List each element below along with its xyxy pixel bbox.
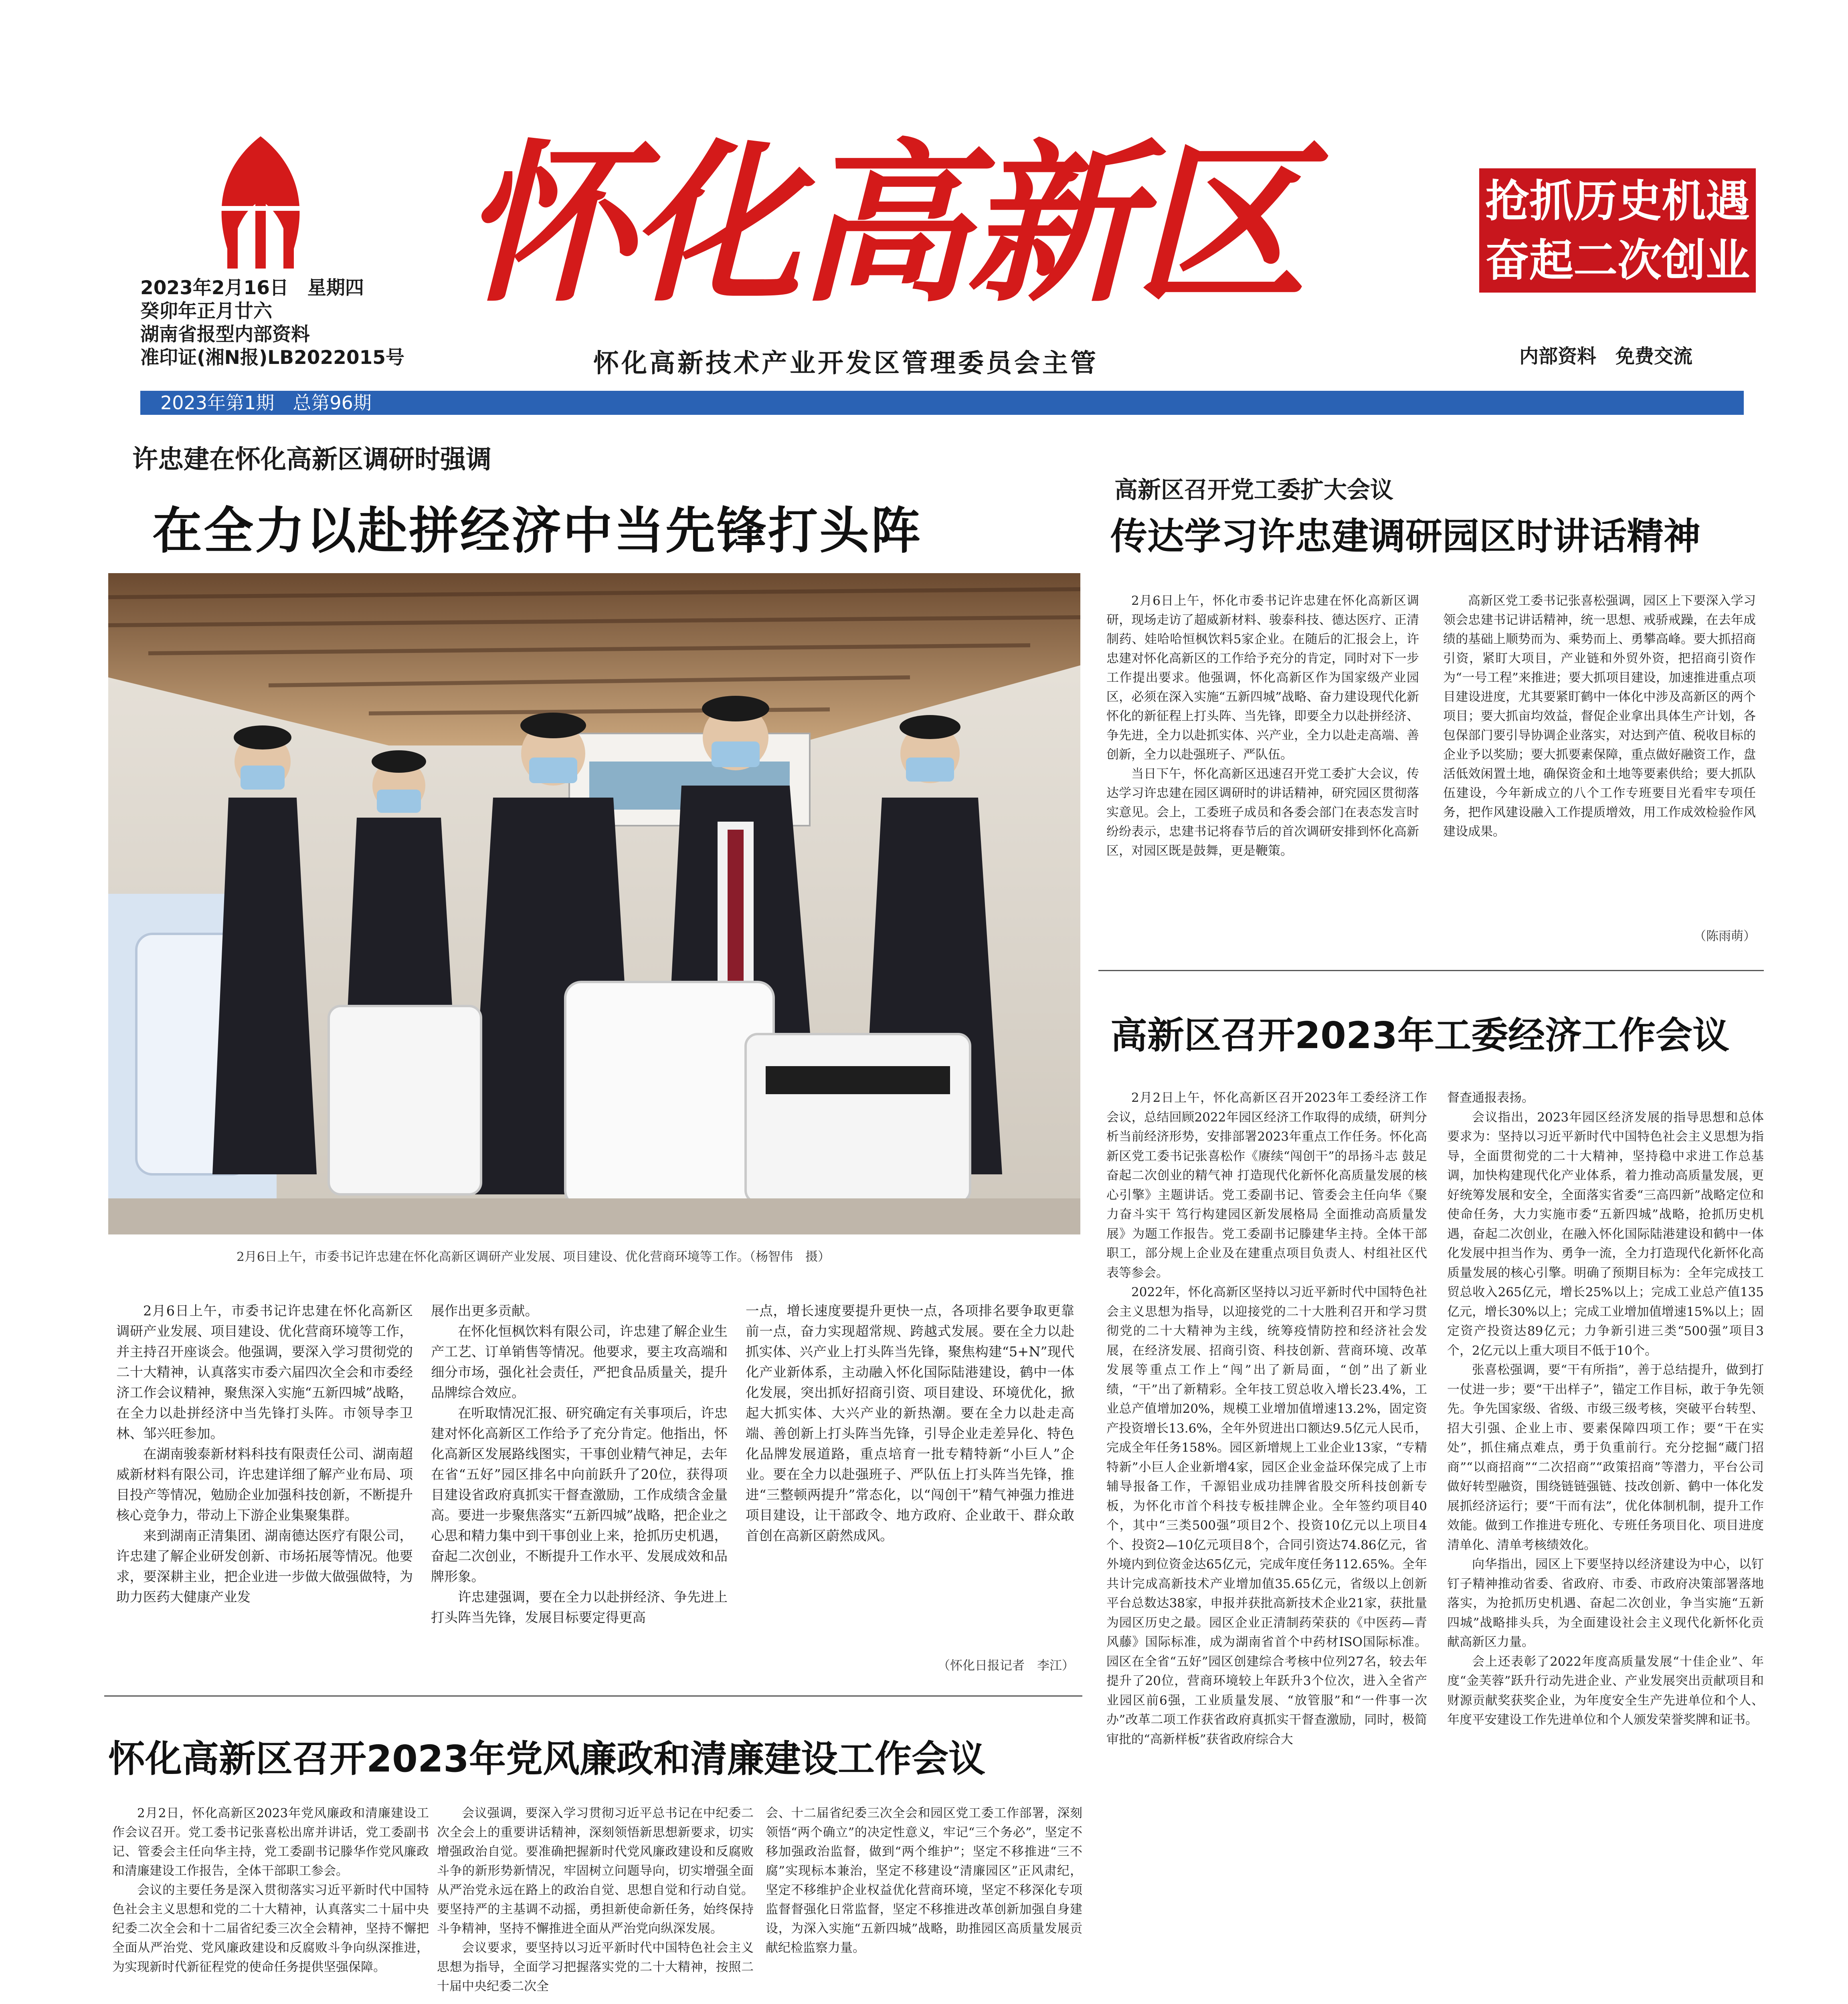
paragraph: 在怀化恒枫饮料有限公司，许忠建了解企业生产工艺、订单销售等情况。他要求，要主攻高端和细分市场，强化社会责任，严把食品质量关，提升品牌综合效应。 xyxy=(431,1323,728,1400)
paragraph: 高新区党工委书记张喜松强调，园区上下要深入学习领会忠建书记讲话精神，统一思想、戒骄戒躁，在去年成绩的基础上顺势而为、乘势而上、勇攀高峰。要大抓招商引资，紧盯大项目，产业链和外贸外资，把招商引资作为“一号工程”来推进；要大抓项目建设，加速推进重点项目建设进度，尤其要紧盯鹤中一体化中涉及高新区的两个项目；要大抓亩均效益，督促企业拿出具体生产计划，各包保部门要引导协调企业落实，对达到产值、税收目标的企业予以奖励；要大抓要素保障，重点做好融资工作，盘活低效闲置土地，确保资金和土地等要素供给；要大抓队伍建设，今年新成立的八个工作专班要目光看牢专项任务，把作风建设融入工作提质增效，用工作成效检验作风建设成果。 xyxy=(1443,594,1756,839)
article2-column-1 xyxy=(1106,591,1419,861)
lunar-date-line: 癸卯年正月廿六 xyxy=(140,300,272,322)
newspaper-logo xyxy=(200,132,321,277)
article4-column-3 xyxy=(766,1804,1082,1958)
paragraph: 会议要求，要坚持以习近平新时代中国特色社会主义思想为指导，全面学习把握落实党的二十大精神，按照二十届中央纪委二次全 xyxy=(437,1941,754,1994)
article3-column-1 xyxy=(1106,1088,1427,1749)
article4-column-2 xyxy=(437,1804,754,1996)
paragraph: 一点，增长速度要提升更快一点，各项排名要争取更靠前一点，奋力实现超常规、跨越式发展。要在全力以赴抓实体、兴产业上打头阵当先锋，聚焦构建“5+N”现代化产业新体系，主动融入怀化国际陆港建设，鹤中一体化发展，突出抓好招商引资、项目建设、环境优化，掀起大抓实体、大兴产业的新热潮。要在全力以赴走高端、善创新上打头阵当先锋，引导企业走差异化、特色化品牌发展道路，重点培育一批专精特新“小巨人”企业。要在全力以赴强班子、严队伍上打头阵当先锋，推进“三整顿两提升”常态化，以“闯创干”精气神强力推进项目建设，让干部政令、地方政府、企业敢干、群众敢首创在高新区蔚然成风。 xyxy=(746,1303,1074,1543)
distribution-note: 内部资料 免费交流 xyxy=(1519,345,1693,368)
sponsor-line: 怀化高新技术产业开发区管理委员会主管 xyxy=(593,349,1098,378)
article2-byline: （陈雨萌） xyxy=(1694,929,1756,943)
paragraph: 督查通报表扬。 xyxy=(1447,1091,1534,1105)
article1-headline: 在全力以赴拼经济中当先锋打头阵 xyxy=(152,502,922,560)
paragraph: 在湖南骏泰新材料科技有限责任公司、湖南超威新材料有限公司，许忠建详细了解产业布局、项目投产等情况，勉励企业加强科技创新，不断提升核心竞争力，带动上下游企业集聚集群。 xyxy=(116,1446,413,1523)
slogan-line-1: 抢抓历史机遇 xyxy=(1485,175,1750,227)
divider xyxy=(104,1695,1082,1697)
article2-headline: 传达学习许忠建调研园区时讲话精神 xyxy=(1110,515,1701,558)
slogan-box xyxy=(1479,168,1756,293)
paragraph: 许忠建强调，要在全力以赴拼经济、争先进上打头阵当先锋，发展目标要定得更高 xyxy=(431,1589,728,1625)
article3-headline: 高新区召开2023年工委经济工作会议 xyxy=(1110,1014,1730,1057)
paragraph: 2月6日上午，市委书记许忠建在怀化高新区调研产业发展、项目建设、优化营商环境等工作，并主持召开座谈会。他强调，要深入学习贯彻党的二十大精神，认真落实市委六届四次全会和市委经济工作会议精神，聚焦深入实施“五新四城”战略，在全力以赴拼经济中当先锋打头阵。市领导李卫林、邹兴旺参加。 xyxy=(116,1303,413,1441)
paragraph: 2月2日上午，怀化高新区召开2023年工委经济工作会议，总结回顾2022年园区经济工作取得的成绩，研判分析当前经济形势，安排部署2023年重点工作任务。怀化高新区党工委书记张喜松作《赓续“闯创干”的昂扬斗志 鼓足奋起二次创业的精气神 打造现代化新怀化高质量发展的核心引擎》主题讲话。党工委副书记、管委会主任向华《聚力奋斗实干 笃行构建园区新发展格局 全面推动高质量发展》为题工作报告。党工委副书记滕建华主持。全体干部职工，部分规上企业及在建重点项目负责人、村组社区代表等参会。 xyxy=(1106,1091,1427,1280)
paragraph: 2月2日，怀化高新区2023年党风廉政和清廉建设工作会议召开。党工委书记张喜松出席并讲话，党工委副书记、管委会主任向华主持，党工委副书记滕华作党风廉政和清廉建设工作报告，全体干部职工参会。 xyxy=(112,1806,429,1878)
paragraph: 展作出更多贡献。 xyxy=(431,1303,538,1319)
paragraph: 会议强调，要深入学习贯彻习近平总书记在中纪委二次全会上的重要讲话精神，深刻领悟新思想新要求，切实增强政治自觉。要准确把握新时代党风廉政建设和反腐败斗争的新形势新情况，牢固树立问题导向，切实增强全面从严治党永远在路上的政治自觉、思想自觉和行动自觉。要坚持严的主基调不动摇，勇担新使命新任务，始终保持斗争精神，坚持不懈推进全面从严治党向纵深发展。 xyxy=(437,1806,754,1936)
paragraph: 2022年，怀化高新区坚持以习近平新时代中国特色社会主义思想为指导，以迎接党的二十大胜利召开和学习贯彻党的二十大精神为主线，统筹疫情防控和经济社会发展，在经济发展、招商引资、科技创新、营商环境、改革发展等重点工作上“闯”出了新局面，“创”出了新业绩，“干”出了新精彩。全年技工贸总收入增长23.4%，工业总产值增加20%，规模工业增加值增速13.2%，固定资产投资增长13.6%，全年外贸进出口额达9.5亿元人民币，完成全年任务158%。园区新增规上工业企业13家，“专精特新”小巨人企业新增4家，园区企业金益环保完成了上市辅导报备工作，千源铝业成功挂牌省股交所科技创新专板，为怀化市首个科技专板挂牌企业。全年签约项目40个，其中“三类500强”项目2个、投资10亿元以上项目4个、投资2—10亿元项目8个，合同引资达74.86亿元，省外境内到位资金达65亿元，完成年度任务112.65%。全年共计完成高新技术产业增加值35.65亿元，省级以上创新平台总数达38家，申报并获批高新技术企业21家，获批量为园区历史之最。园区企业正清制药荣获的《中医药—青风藤》国际标准，成为湖南省首个中药材ISO国际标准。园区在全省“五好”园区创建综合考核中位列27名，较去年提升了20位，营商环境较上年跃升3个位次，进入全省产业园区前6强，工业质量发展、“放管服”和“一件事一次办”改革二项工作获省政府真抓实干督查激励，同时，极简审批的“高新样板”获省政府综合大 xyxy=(1106,1285,1427,1747)
article1-kicker: 许忠建在怀化高新区调研时强调 xyxy=(132,445,491,475)
article1-column-1 xyxy=(116,1301,413,1607)
article1-photo-caption: 2月6日上午，市委书记许忠建在怀化高新区调研产业发展、项目建设、优化营商环境等工作。（杨智伟 摄） xyxy=(237,1250,830,1264)
article4-column-1 xyxy=(112,1804,429,1977)
edition-info xyxy=(140,277,453,370)
article1-column-3 xyxy=(746,1301,1074,1546)
article1-column-2 xyxy=(431,1301,728,1628)
slogan-line-2: 奋起二次创业 xyxy=(1485,234,1750,286)
masthead-title: 怀化高新区 xyxy=(461,123,1303,325)
paragraph: 会议指出，2023年园区经济发展的指导思想和总体要求为：坚持以习近平新时代中国特色社会主义思想为指导，全面贯彻党的二十大精神，坚持稳中求进工作总基调，加快构建现代化产业体系，着力推动高质量发展，更好统筹发展和安全，全面落实省委“三高四新”战略定位和使命任务，大力实施市委“五新四城”战略，抢抓历史机遇，奋起二次创业，在融入怀化国际陆港建设和鹤中一体化发展中担当作为、勇争一流，全力打造现代化新怀化高质量发展的核心引擎。明确了预期目标为：全年完成技工贸总收入265亿元，增长25%以上；完成工业总产值135亿元，增长30%以上；完成工业增加值增速15%以上；固定资产投资达89亿元；力争新引进三类“500强”项目3个，2亿元以上重大项目不低于10个。 xyxy=(1447,1110,1764,1358)
article2-column-2 xyxy=(1443,591,1756,841)
article2-kicker: 高新区召开党工委扩大会议 xyxy=(1114,476,1394,503)
article3-column-2 xyxy=(1447,1088,1764,1730)
date-line: 2023年2月16日 星期四 xyxy=(140,277,364,299)
paragraph: 当日下午，怀化高新区迅速召开党工委扩大会议，传达学习许忠建在园区调研时的讲话精神，研究园区贯彻落实意见。会上，工委班子成员和各委会部门在表态发言时纷纷表示，忠建书记将春节后的首次调研安排到怀化高新区，对园区既是鼓舞，更是鞭策。 xyxy=(1106,767,1419,858)
paragraph: 向华指出，园区上下要坚持以经济建设为中心，以钉钉子精神推动省委、省政府、市委、市政府决策部署落地落实，为抢抓历史机遇、奋起二次创业，争当实施“五新四城”战略排头兵，为全面建设社会主义现代化新怀化贡献高新区力量。 xyxy=(1447,1557,1764,1649)
publisher-line: 湖南省报型内部资料 xyxy=(140,323,310,345)
issue-number: 2023年第1期 总第96期 xyxy=(160,392,372,414)
paragraph: 会议的主要任务是深入贯彻落实习近平新时代中国特色社会主义思想和党的二十大精神，认真落实二十届中央纪委二次全会和十二届省纪委三次全会精神，坚持不懈把全面从严治党、党风廉政建设和反腐败斗争向纵深推进，为实现新时代新征程党的使命任务提供坚强保障。 xyxy=(112,1883,429,1974)
article1-byline: （怀化日报记者 李江） xyxy=(938,1659,1074,1673)
divider xyxy=(1098,970,1764,971)
paragraph: 2月6日上午，怀化市委书记许忠建在怀化高新区调研，现场走访了超威新材料、骏泰科技、德达医疗、正清制药、娃哈哈恒枫饮料5家企业。在随后的汇报会上，许忠建对怀化高新区的工作给予充分的肯定，同时对下一步工作提出要求。他强调，怀化高新区作为国家级产业园区，必须在深入实施“五新四城”战略、奋力建设现代化新怀化的新征程上打头阵、当先锋，即要全力以赴拼经济、争先进，全力以赴抓实体、兴产业，全力以赴走高端、善创新，全力以赴强班子、严队伍。 xyxy=(1106,594,1419,762)
paragraph: 会、十二届省纪委三次全会和园区党工委工作部署，深刻领悟“两个确立”的决定性意义，牢记“三个务必”，坚定不移加强政治监督，做到“两个维护”；坚定不移推进“三不腐”实现标本兼治，坚定不移建设“清廉园区”正风肃纪，坚定不移维护企业权益优化营商环境，坚定不移深化专项监督督强化日常监督，坚定不移推进改革创新加强自身建设，为深入实施“五新四城”战略，助推园区高质量发展贡献纪检监察力量。 xyxy=(766,1806,1082,1955)
article1-photo xyxy=(108,573,1080,1234)
issue-bar xyxy=(140,391,1744,415)
paragraph: 在听取情况汇报、研究确定有关事项后，许忠建对怀化高新区工作给予了充分肯定。他指出，怀化高新区发展路线图实，干事创业精气神足，去年在省“五好”园区排名中向前跃升了20位，获得项目建设省政府真抓实干督查激励，工作成绩含金量高。要进一步聚焦落实“五新四城”战略，把企业之心思和精力集中到干事创业上来，抢抓历史机遇，奋起二次创业，不断提升工作水平、发展成效和品牌形象。 xyxy=(431,1405,728,1584)
paragraph: 来到湖南正清集团、湖南德达医疗有限公司，许忠建了解企业研发创新、市场拓展等情况。他要求，要深耕主业，把企业进一步做大做强做特，为助力医药大健康产业发 xyxy=(116,1528,413,1605)
permit-line: 准印证(湘N报)LB2022015号 xyxy=(140,347,404,369)
paragraph: 会上还表彰了2022年度高质量发展“十佳企业”、年度“金芙蓉”跃升行动先进企业、产业发展突出贡献项目和财源贡献奖获奖企业，为年度安全生产先进单位和个人、年度平安建设工作先进单位和个人颁发荣誉奖牌和证书。 xyxy=(1447,1654,1764,1727)
paragraph: 张喜松强调，要“干有所指”，善于总结提升，做到打一仗进一步；要“干出样子”，锚定工作目标，敢于争先领先。争先国家级、省级、市级三级考核，突破平台转型、招大引强、企业上市、要素保障四项工作；要“干在实处”，抓住痛点难点，勇于负重前行。充分挖掘“蔵门招商”“以商招商”“二次招商”“政策招商”等潜力，平台公司做好转型融资，围绕链链强链、技改创新、鹤中一体化发展抓经济运行；要“干而有法”，优化体制机制，提升工作效能。做到工作推进专班化、专班任务项目化、项目进度清单化、清单考核绩效化。 xyxy=(1447,1363,1764,1552)
article4-headline: 怀化高新区召开2023年党风廉政和清廉建设工作会议 xyxy=(108,1737,986,1780)
